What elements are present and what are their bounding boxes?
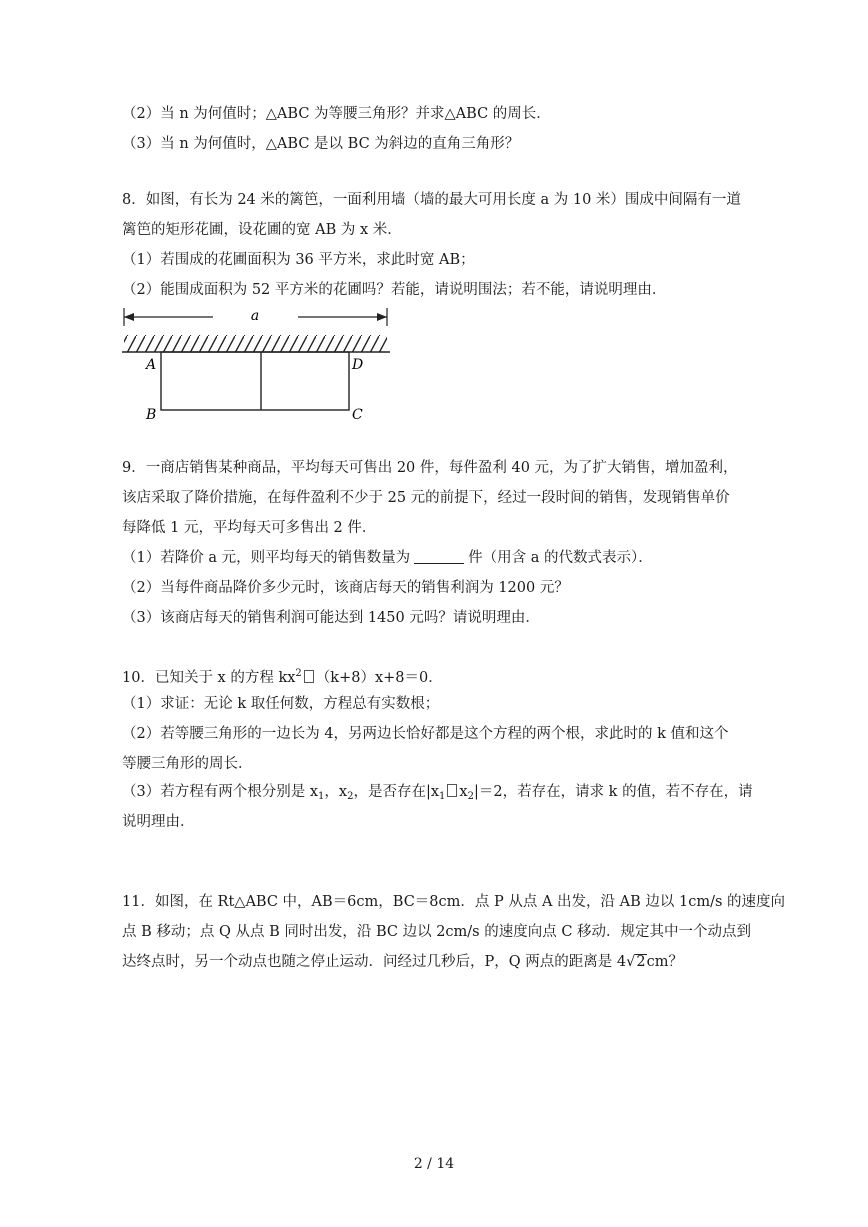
q10-part2-line1: （2）若等腰三角形的一边长为 4，另两边长恰好都是这个方程的两个根，求此时的 k 值和这个 xyxy=(122,726,729,742)
label-B: B xyxy=(146,407,157,423)
q9-stem-line2: 该店采取了降价措施，在每件盈利不少于 25 元的前提下，经过一段时间的销售，发现销售单价 xyxy=(122,490,730,506)
q10-part3-line2: 说明理由． xyxy=(122,814,195,830)
missing-glyph-box xyxy=(304,670,314,683)
q8-stem-line1: 8．如图，有长为 24 米的篱笆，一面利用墙（墙的最大可用长度 a 为 10 米）围成中间隔有一道 xyxy=(122,192,741,208)
label-D: D xyxy=(352,357,364,373)
a-left-arrowhead xyxy=(124,313,134,321)
q7-part3: （3）当 n 为何值时，△ABC 是以 BC 为斜边的直角三角形？ xyxy=(122,136,520,152)
garden-rectangle xyxy=(161,352,349,410)
q7-part2: （2）当 n 为何值时；△ABC 为等腰三角形？并求△ABC 的周长． xyxy=(122,106,551,122)
q11-stem-line2: 点 B 移动；点 Q 从点 B 同时出发，沿 BC 边以 2cm/s 的速度向点 C 移动．规定其中一个动点到 xyxy=(122,924,752,940)
q9-part1: （1）若降价 a 元，则平均每天的销售数量为 件（用含 a 的代数式表示）． xyxy=(122,550,653,566)
label-a: a xyxy=(250,308,260,324)
a-right-arrowhead xyxy=(377,313,387,321)
q9-part3: （3）该商店每天的销售利润可能达到 1450 元吗？请说明理由． xyxy=(122,610,540,626)
q10-part1: （1）求证：无论 k 取任何数，方程总有实数根； xyxy=(122,696,440,712)
page-number: 2 / 14 xyxy=(413,1156,455,1172)
q10-part3-line1: （3）若方程有两个根分别是 $x_1$，$x_2$，是否存在$|x_1$ $x_2|=2$，若存在，请求 k 的值，若不存在，请 xyxy=(122,784,753,802)
q9-stem-line1: 9．一商店销售某种商品，平均每天可售出 20 件，每件盈利 40 元，为了扩大销售，增加盈利， xyxy=(122,460,738,476)
sqrt-radicand: 2 xyxy=(636,954,646,970)
answer-blank[interactable] xyxy=(414,549,464,564)
q11-stem-line1: 11．如图，在 Rt△ABC 中，AB＝6cm，BC＝8cm．点 P 从点 A 出发，沿 AB 边以 1cm/s 的速度向 xyxy=(122,894,786,910)
q10-stem: 10．已知关于 x 的方程 $kx^2$ （k+8）x+8＝0． xyxy=(122,668,443,686)
q9-part2: （2）当每件商品降价多少元时，该商店每天的销售利润为 1200 元？ xyxy=(122,580,569,596)
q10-part2-line2: 等腰三角形的周长． xyxy=(122,756,253,772)
label-C: C xyxy=(352,407,363,423)
fence-garden-figure xyxy=(118,302,398,426)
sqrt-symbol: √ xyxy=(626,954,636,970)
q8-part2: （2）能围成面积为 52 平方米的花圃吗？若能，请说明围法；若不能，请说明理由． xyxy=(122,282,667,298)
q8-stem-line2: 篱笆的矩形花圃，设花圃的宽 AB 为 x 米． xyxy=(122,222,402,238)
q9-stem-line3: 每降低 1 元，平均每天可多售出 2 件． xyxy=(122,520,377,536)
missing-glyph-box xyxy=(447,784,457,797)
label-A: A xyxy=(146,357,157,373)
q11-stem-line3: 达终点时，另一个动点也随之停止运动．问经过几秒后，P，Q 两点的距离是 4√2cm？ xyxy=(122,954,683,970)
wall-hatching xyxy=(124,335,387,352)
q8-part1: （1）若围成的花圃面积为 36 平方米，求此时宽 AB； xyxy=(122,252,475,268)
